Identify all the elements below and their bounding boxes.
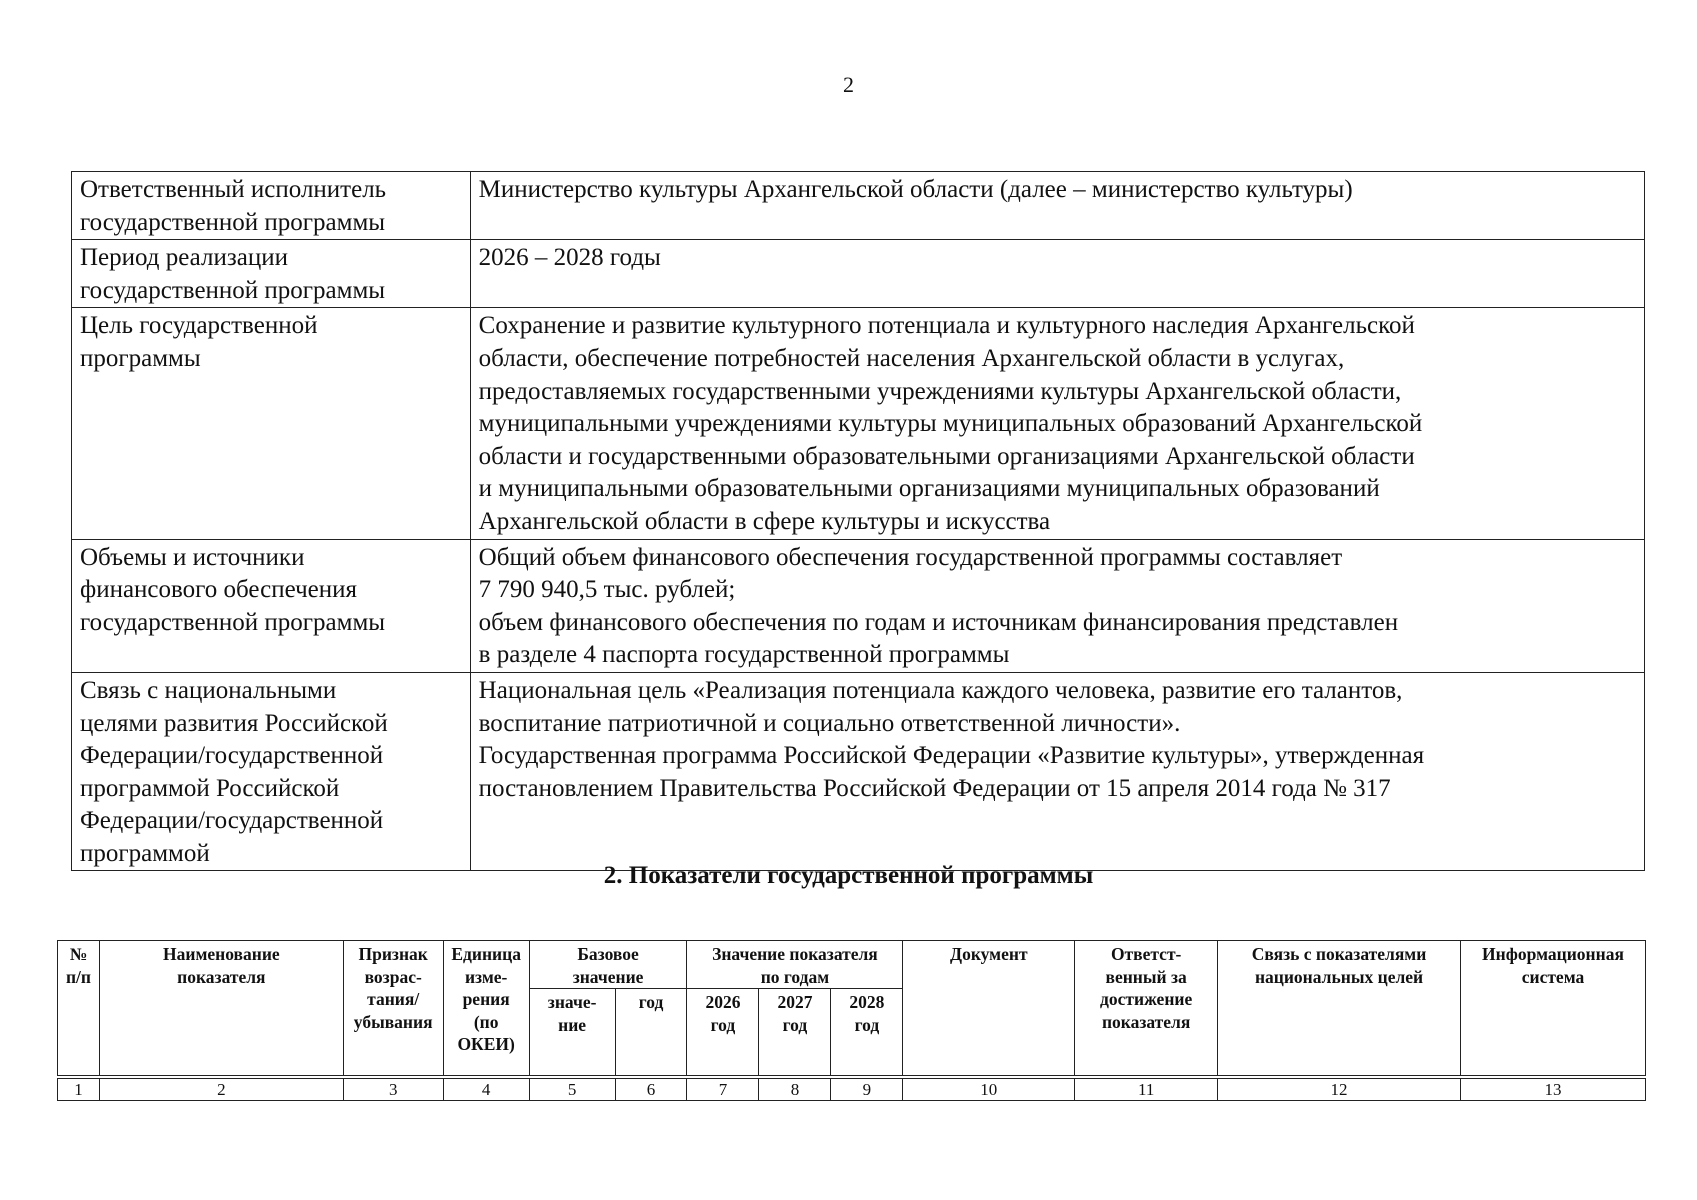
value-line: постановлением Правительства Российской Федерации от 15 апреля 2014 года № 317 [478,774,1391,802]
header-year-2028 [831,989,903,1078]
label-line: Ответственный исполнитель [80,176,387,203]
passport-row-funding [72,539,1645,672]
header-line: Ответст- [1110,944,1182,964]
label-line: Федерации/государственной [80,807,384,835]
value-line: Национальная цель «Реализация потенциала каждого человека, развитие его талантов, [478,676,1403,704]
value-line: воспитание патриотичной и социально ответственной личности». [478,709,1181,737]
header-line: значение [572,966,644,987]
header-info-system [1460,941,1645,1078]
column-number: 7 [687,1077,759,1101]
row-label [72,308,471,539]
passport-table [71,171,1645,871]
header-name [99,941,343,1078]
label-line: программой [80,839,210,867]
header-line: Наименование [163,944,280,964]
row-label [72,539,471,672]
header-line: рения [462,989,510,1009]
row-label [72,672,471,871]
header-responsible [1075,941,1218,1078]
header-line: Значение показателя [712,944,878,964]
column-number: 11 [1075,1077,1218,1101]
value-line: муниципальными учреждениями культуры муниципальных образований Архангельской [478,410,1423,438]
column-number: 5 [529,1077,615,1101]
header-line: тания/ [367,989,420,1009]
value-line: области, обеспечение потребностей населения Архангельской области в услугах, [478,344,1345,372]
row-value [470,539,1644,672]
header-line: Признак [358,944,428,964]
column-number: 12 [1218,1077,1461,1101]
passport-row-responsible [72,172,1645,240]
header-line: № [69,944,88,964]
header-line: п/п [65,966,91,987]
header-base-group [529,941,687,989]
label-line: программы [80,344,201,372]
value-line: области и государственными образовательными организациями Архангельской области [478,442,1415,470]
header-line: ние [558,1014,587,1035]
value-line: 2026 – 2028 годы [478,244,661,272]
value-line: Сохранение и развитие культурного потенциала и культурного наследия Архангельской [478,312,1415,340]
indicators-table [57,940,1646,1101]
header-line: значе- [547,992,597,1012]
column-number: 6 [615,1077,687,1101]
passport-row-national-goals [72,672,1645,871]
passport-row-period [72,240,1645,308]
value-line: Государственная программа Российской Федерации «Развитие культуры», утвержденная [478,742,1425,770]
label-line: Период реализации [80,244,288,272]
value-line: Министерство культуры Архангельской области (далее – министерство культуры) [478,176,1353,203]
label-line: целями развития Российской [80,709,388,737]
header-line: год [710,1014,736,1035]
header-line: год [638,992,664,1012]
passport-row-goal [72,308,1645,539]
column-numbers-row [58,1077,1646,1101]
header-line: изме- [464,966,508,987]
header-row [58,941,1646,989]
row-label [72,172,471,240]
row-value [470,672,1644,871]
header-year-2026 [687,989,759,1078]
value-line: Общий объем финансового обеспечения государственной программы составляет [478,543,1343,571]
header-line: показателя [177,966,266,987]
header-line: год [854,1014,880,1035]
header-link [1218,941,1461,1078]
column-number: 3 [343,1077,443,1101]
header-line: национальных целей [1254,966,1424,987]
value-line: объем финансового обеспечения по годам и источникам финансирования представлен [478,608,1399,636]
header-line: Базовое [577,944,639,964]
header-line: 2027 [777,992,813,1012]
row-value [470,240,1644,308]
header-line: убывания [353,1011,433,1032]
page-number: 2 [843,72,854,97]
label-line: государственной программы [80,608,386,636]
label-line: государственной программы [80,208,386,236]
header-num [58,941,100,1078]
label-line: Цель государственной [80,312,318,340]
column-number: 8 [759,1077,831,1101]
column-number: 1 [58,1077,100,1101]
header-line: Единица [451,944,521,964]
label-line: Объемы и источники [80,543,305,571]
row-value [470,172,1644,240]
header-line: достижение [1100,989,1193,1009]
column-number: 10 [903,1077,1075,1101]
header-year-2027 [759,989,831,1078]
header-line: 2028 [849,992,885,1012]
column-number: 9 [831,1077,903,1101]
header-line: Информационная [1482,944,1624,964]
header-values-group [687,941,903,989]
column-number: 13 [1460,1077,1645,1101]
value-line: Архангельской области в сфере культуры и искусства [478,507,1051,535]
label-line: Связь с национальными [80,676,337,704]
value-line: предоставляемых государственными учреждениями культуры Архангельской области, [478,377,1402,405]
label-line: финансового обеспечения [80,576,358,604]
header-line: по годам [760,966,830,987]
header-line: Связь с показателями [1251,944,1427,964]
column-number: 2 [99,1077,343,1101]
column-number: 4 [443,1077,529,1101]
header-line: показателя [1101,1011,1191,1032]
value-line: 7 790 940,5 тыс. рублей; [478,576,736,604]
header-base-year [615,989,687,1078]
label-line: государственной программы [80,276,386,304]
section-title: 2. Показатели государственной программы [603,862,1094,889]
header-line: 2026 [705,992,741,1012]
value-line: и муниципальными образовательными организациями муниципальных образований [478,475,1380,503]
header-line: венный за [1105,966,1187,987]
label-line: Федерации/государственной [80,742,384,770]
header-unit [443,941,529,1078]
header-line: Документ [950,944,1028,964]
header-sign [343,941,443,1078]
header-base-value [529,989,615,1078]
label-line: программой Российской [80,774,340,802]
header-line: ОКЕИ) [457,1034,515,1054]
header-line: (по [473,1011,499,1032]
header-document [903,941,1075,1078]
row-label [72,240,471,308]
header-line: год [782,1014,808,1035]
row-value [470,308,1644,539]
header-line: возрас- [364,966,422,987]
value-line: в разделе 4 паспорта государственной программы [478,641,1010,669]
header-line: система [1521,966,1585,987]
